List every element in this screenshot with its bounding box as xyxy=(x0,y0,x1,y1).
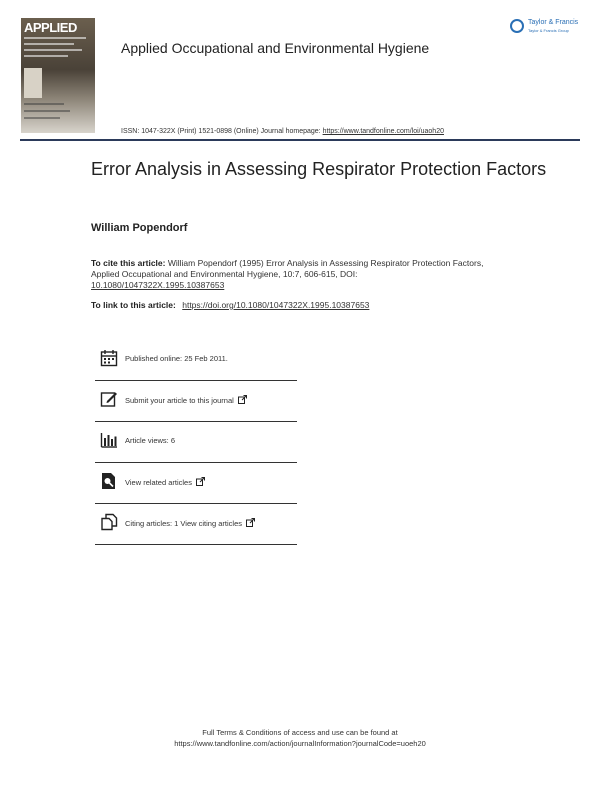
bar-chart-icon xyxy=(100,431,118,449)
external-link-icon xyxy=(196,477,205,486)
cover-line xyxy=(24,37,86,39)
header-divider xyxy=(20,139,580,141)
cover-line xyxy=(24,49,82,51)
citation-doi-link[interactable]: 10.1080/1047322X.1995.10387653 xyxy=(91,280,225,290)
publisher-logo-text: Taylor & Francis xyxy=(528,19,579,26)
search-document-icon xyxy=(100,472,118,490)
external-link-icon xyxy=(238,395,247,404)
submit-article-label: Submit your article to this journal xyxy=(125,396,234,405)
terms-url-link[interactable]: https://www.tandfonline.com/action/journalInformation?journalCode=uoeh20 xyxy=(174,739,426,748)
publisher-logo-subtext: Taylor & Francis Group xyxy=(528,28,569,33)
published-date: Published online: 25 Feb 2011. xyxy=(125,354,228,363)
cover-line xyxy=(24,55,68,57)
cover-line xyxy=(24,117,60,119)
related-articles-link[interactable] xyxy=(125,477,205,487)
issn-line xyxy=(121,128,444,135)
article-doi-link[interactable]: https://doi.org/10.1080/1047322X.1995.10387653 xyxy=(182,300,370,310)
journal-title: Applied Occupational and Environmental Hygiene xyxy=(121,40,430,56)
related-articles-label: View related articles xyxy=(125,478,192,487)
calendar-icon xyxy=(100,349,118,367)
citing-articles-label: Citing articles: 1 View citing articles xyxy=(125,519,242,528)
cover-line xyxy=(24,110,70,112)
journal-homepage-link[interactable]: https://www.tandfonline.com/loi/uaoh20 xyxy=(322,128,444,135)
link-label: To link to this article: xyxy=(91,300,176,310)
issn-text: ISSN: 1047-322X (Print) 1521-0898 (Online) Journal homepage: xyxy=(121,128,321,135)
citation-block xyxy=(91,258,491,291)
submit-article-row[interactable] xyxy=(95,381,297,422)
article-author: William Popendorf xyxy=(91,222,188,234)
article-info-list xyxy=(95,340,297,545)
logo-ring-icon xyxy=(510,19,524,33)
edit-icon xyxy=(100,390,118,408)
terms-footer xyxy=(0,727,600,749)
article-views-row xyxy=(95,422,297,463)
cover-block xyxy=(24,68,42,98)
terms-line: Full Terms & Conditions of access and use can be found at xyxy=(202,728,398,737)
submit-article-link[interactable] xyxy=(125,395,247,405)
citing-articles-row[interactable] xyxy=(95,504,297,545)
article-title: Error Analysis in Assessing Respirator Protection Factors xyxy=(91,159,547,179)
publisher-logo[interactable] xyxy=(510,17,582,39)
citation-text: William Popendorf (1995) Error Analysis in Assessing Respirator Protection Factors, Applied Occupational and Environmental Hygiene, 10:7, 606-615, DOI: xyxy=(91,258,484,279)
related-articles-row[interactable] xyxy=(95,463,297,504)
journal-cover-image xyxy=(21,18,95,133)
cover-title: APPLIED xyxy=(24,20,77,35)
published-row xyxy=(95,340,297,381)
article-link-block xyxy=(91,300,369,310)
article-views-count: Article views: 6 xyxy=(125,436,176,445)
cover-line xyxy=(24,43,74,45)
cover-line xyxy=(24,103,64,105)
citing-articles-link[interactable] xyxy=(125,518,255,528)
external-link-icon xyxy=(246,518,255,527)
citation-label: To cite this article: xyxy=(91,258,166,268)
copy-documents-icon xyxy=(100,513,118,531)
